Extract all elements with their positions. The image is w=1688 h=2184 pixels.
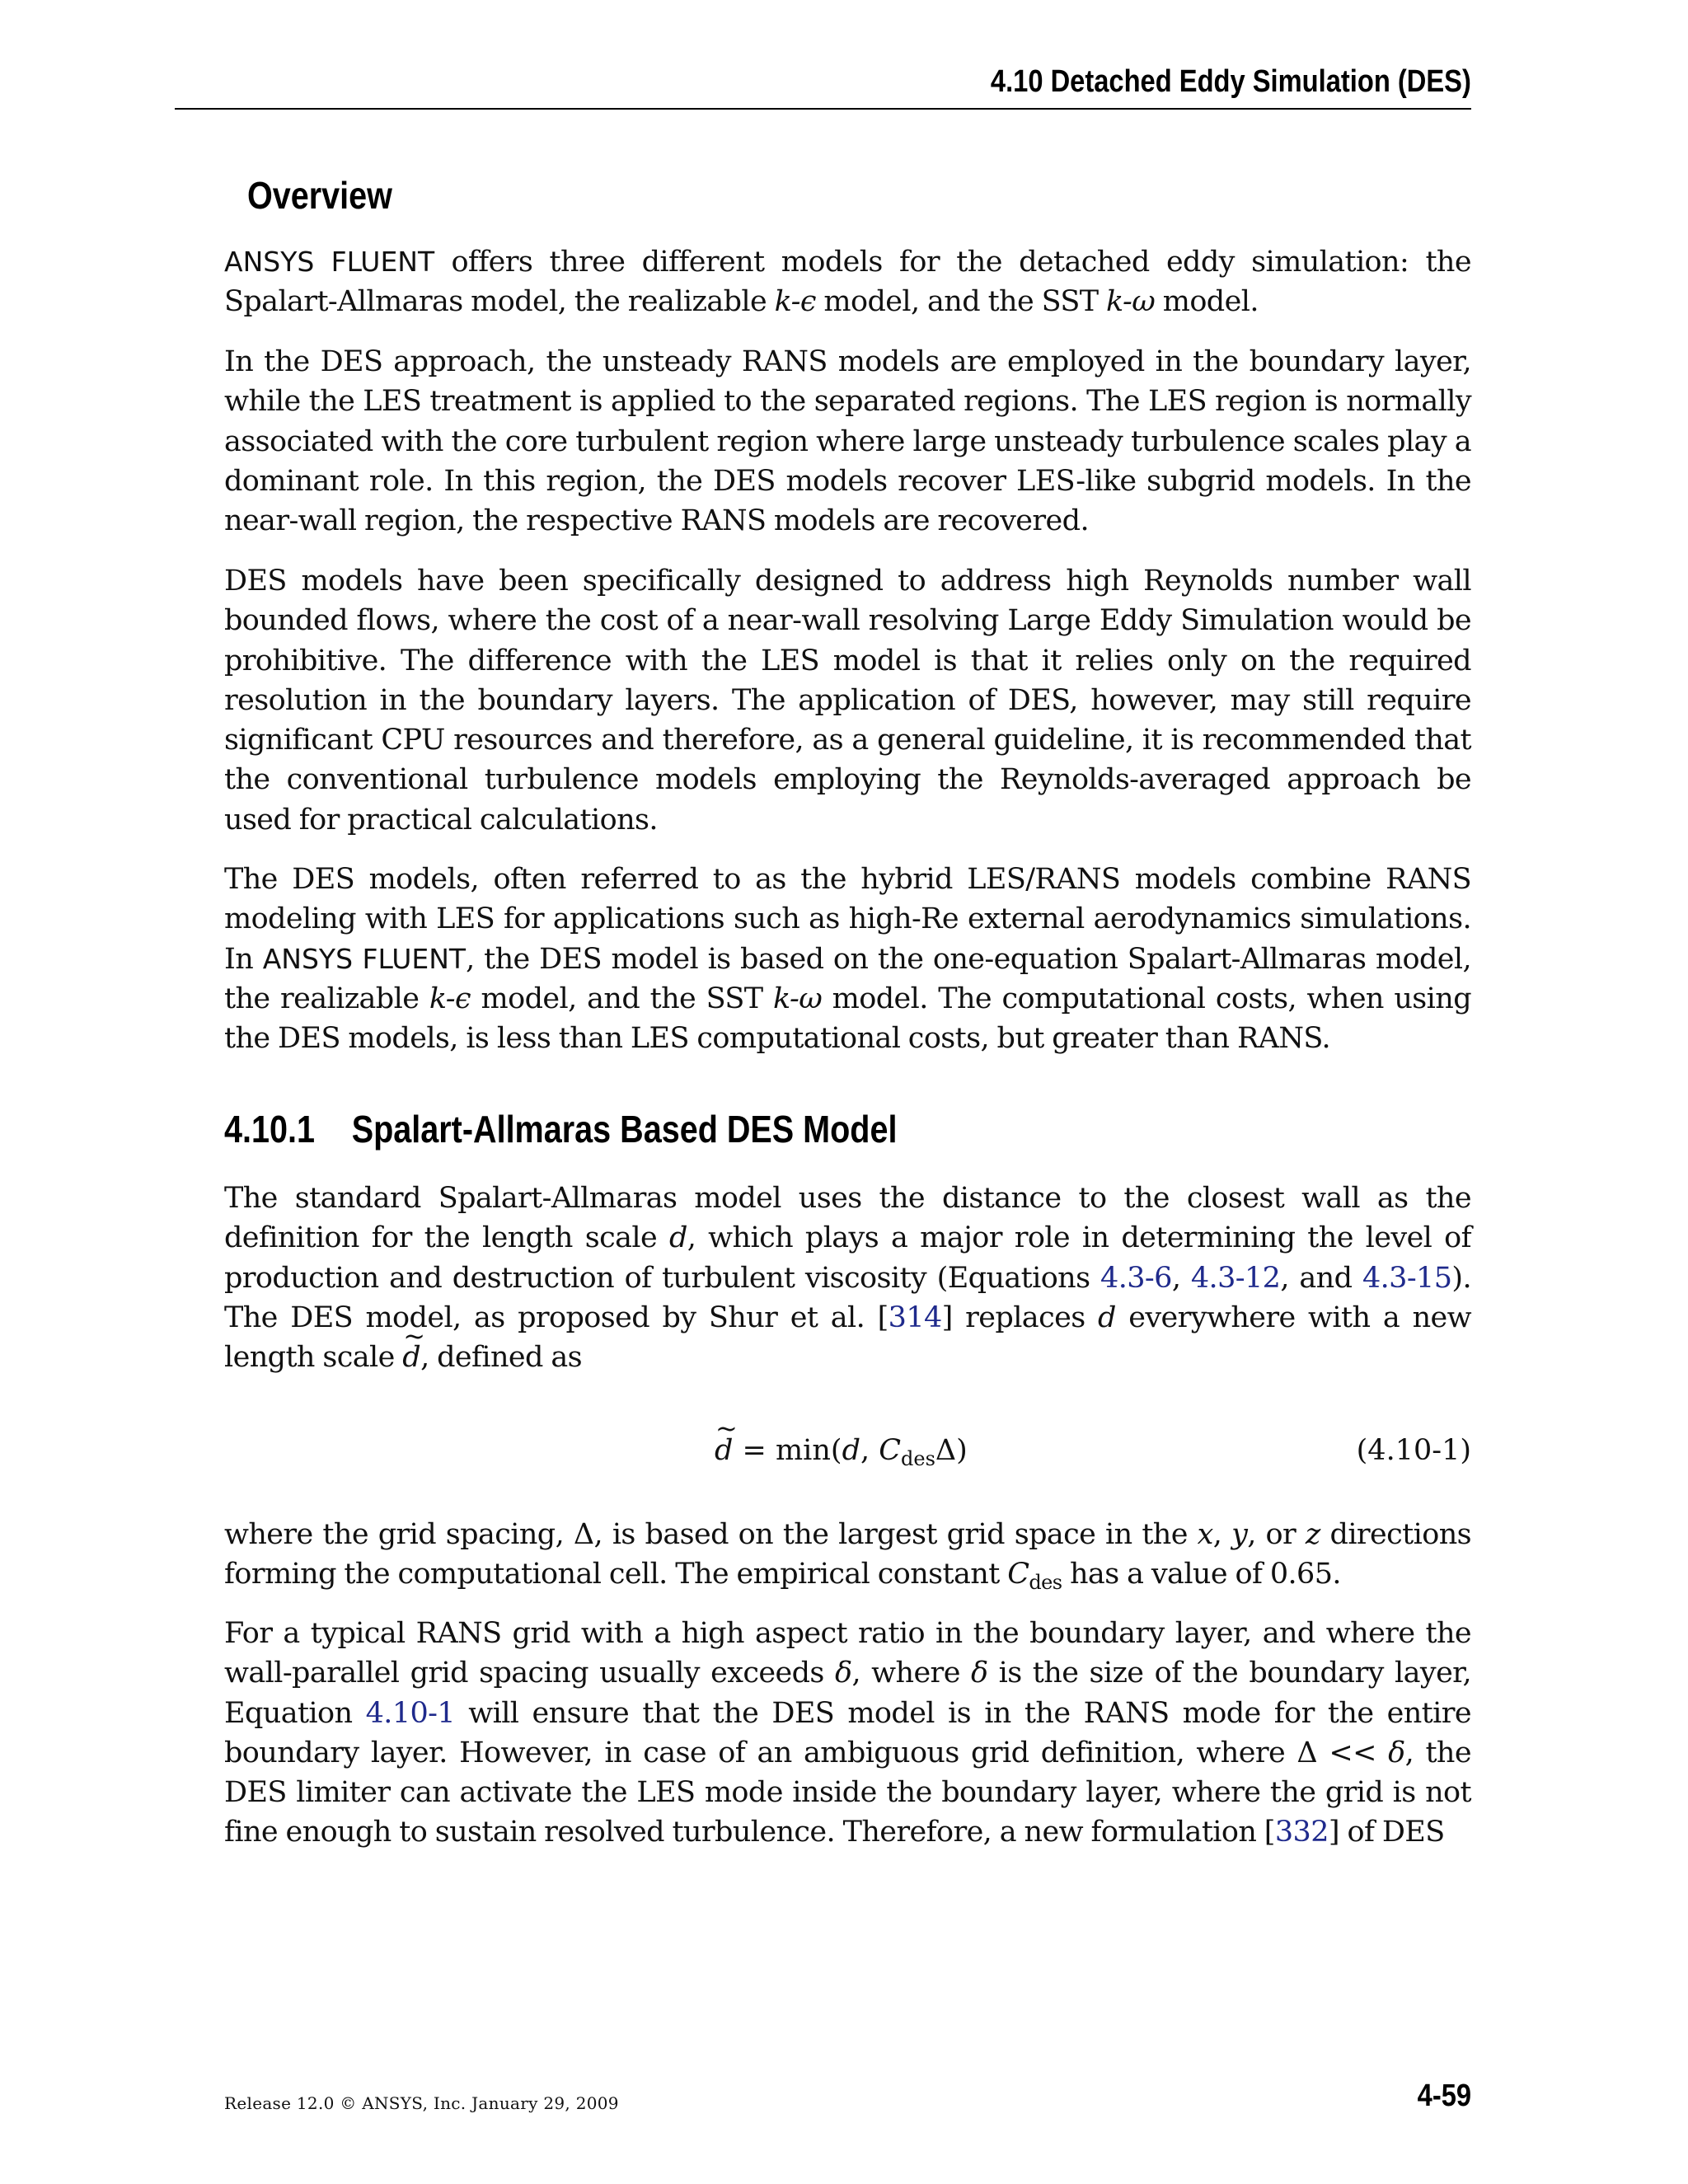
product-name: ANSYS FLUENT: [224, 246, 435, 278]
section-number: 4.10.1: [224, 1108, 315, 1151]
header-rule: [175, 108, 1471, 110]
section-title: Spalart-Allmaras Based DES Model: [351, 1108, 898, 1151]
equation-link[interactable]: 4.3-12: [1190, 1261, 1281, 1295]
section-paragraph-1: The standard Spalart-Allmaras model uses the distance to the closest wall as the definition for the length scale d, which plays a major role in determining the level of production and destruction of turbulent viscosity (Equations 4.3-6, 4.3-12, and 4.3-15). The DES model, as proposed by Shur et al. [314] replaces d everywhere with a new length scale d ~, defined as: [224, 1179, 1471, 1377]
overview-paragraph-3: DES models have been specifically designed to address high Reynolds number wall bounded flows, where the cost of a near-wall resolving Large Eddy Simulation would be prohibitive. The difference with the LES model is that it relies only on the required resolution in the boundary layers. The application of DES, however, may still require significant CPU resources and therefore, as a general guideline, it is recommended that the conventional turbulence models employing the Reynolds-averaged approach be used for practical calculations.: [224, 565, 1471, 837]
section-paragraph-2: where the grid spacing, Δ, is based on the largest grid space in the x, y, or z directions forming the computational cell. The empirical constant $C_{des}$ has a value of 0.65.: [224, 1518, 1471, 1595]
equation-4-10-1: [224, 1434, 1471, 1475]
citation-link[interactable]: 314: [888, 1301, 942, 1334]
citation-link[interactable]: 332: [1274, 1816, 1329, 1849]
overview-heading: Overview: [247, 174, 392, 217]
equation-body: d ~ = min(d, $C_{des}\Delta$): [715, 1434, 968, 1467]
equation-link[interactable]: 4.3-6: [1100, 1261, 1172, 1295]
overview-paragraph-1: ANSYS FLUENT offers three different models for the detached eddy simulation: the Spalart-Allmaras model, the realizable k-ϵ model, and the SST k-ω model.: [224, 246, 1471, 319]
running-header: 4.10 Detached Eddy Simulation (DES): [991, 64, 1471, 99]
overview-paragraph-2: In the DES approach, the unsteady RANS models are employed in the boundary layer, while the LES treatment is applied to the separated regions. The LES region is normally associated with the core turbulent region where large unsteady turbulence scales play a dominant role. In this region, the DES models recover LES-like subgrid models. In the near-wall region, the respective RANS models are recovered.: [224, 345, 1471, 538]
equation-number: (4.10-1): [1356, 1434, 1471, 1467]
overview-paragraph-4: The DES models, often referred to as the hybrid LES/RANS models combine RANS modeling with LES for applications such as high-Re external aerodynamics simulations. In ANSYS FLUENT, the DES model is based on the one-equation Spalart-Allmaras model, the realizable k-ϵ model, and the SST k-ω model. The computational costs, when using the DES models, is less than LES computational costs, but greater than RANS.: [224, 863, 1472, 1056]
product-name: ANSYS FLUENT: [262, 942, 467, 975]
page-number: 4-59: [1417, 2079, 1471, 2113]
section-heading: [224, 1107, 897, 1151]
equation-link[interactable]: 4.3-15: [1362, 1261, 1452, 1295]
section-paragraph-3: For a typical RANS grid with a high aspect ratio in the boundary layer, and where the wall-parallel grid spacing usually exceeds δ, where δ is the size of the boundary layer, Equation 4.10-1 will ensure that the DES model is in the RANS mode for the entire boundary layer. However, in case of an ambiguous grid definition, where Δ << δ, the DES limiter can activate the LES mode inside the boundary layer, where the grid is not fine enough to sustain resolved turbulence. Therefore, a new formulation [332] of DES: [224, 1617, 1471, 1849]
footer-release: Release 12.0 © ANSYS, Inc. January 29, 2009: [224, 2093, 619, 2113]
equation-link[interactable]: 4.10-1: [365, 1696, 456, 1730]
